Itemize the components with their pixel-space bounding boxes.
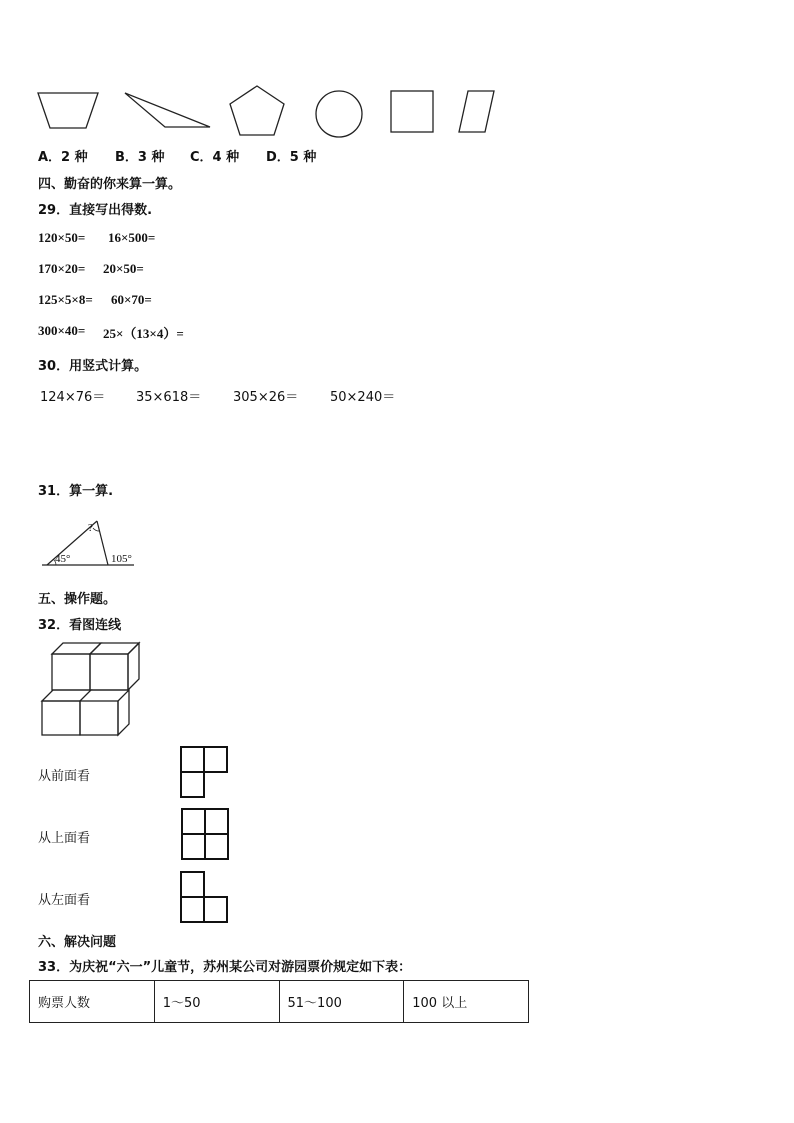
section-4-heading: 四、勤奋的你来算一算。 [38, 177, 182, 192]
q29-row4-a: 300×40= [38, 323, 86, 338]
q29-title: 29．直接写出得数. [38, 203, 153, 218]
view-front-label: 从前面看 [38, 769, 91, 784]
angle-unknown-label: ? [88, 522, 93, 534]
q29-row3-a: 125×5×8= [38, 292, 93, 307]
table-cell: 51～100 [279, 981, 404, 1023]
q29-row4-b: 25×（13×4）= [103, 326, 184, 341]
q33-title: 33．为庆祝“六一”儿童节，苏州某公司对游园票价规定如下表： [38, 960, 412, 975]
option-d: D．5 种 [266, 150, 317, 165]
q32-title: 32．看图连线 [38, 618, 122, 633]
q29-row2-b: 20×50= [103, 261, 144, 276]
view-top-label: 从上面看 [38, 831, 91, 846]
section-6-heading: 六、解决问题 [38, 935, 117, 950]
view-left-label: 从左面看 [38, 893, 91, 908]
option-b: B．3 种 [115, 150, 165, 165]
q30-item-2: 35×618＝ [136, 390, 202, 405]
q30-item-3: 305×26＝ [233, 390, 299, 405]
table-cell: 100 以上 [404, 981, 529, 1023]
table-cell-header: 购票人数 [30, 981, 155, 1023]
section-5-heading: 五、操作题。 [38, 592, 117, 607]
option-c: C．4 种 [190, 150, 240, 165]
q29-row1-a: 120×50= [38, 230, 86, 245]
q30-item-4: 50×240＝ [330, 390, 396, 405]
option-a: A．2 种 [38, 150, 88, 165]
q29-row2-a: 170×20= [38, 261, 86, 276]
q29-row3-b: 60×70= [111, 292, 152, 307]
q30-item-1: 124×76＝ [40, 390, 106, 405]
ticket-price-table [29, 980, 529, 1023]
angle-45-label: 45° [55, 553, 71, 565]
angle-105-label: 105° [111, 553, 132, 565]
table-cell: 1～50 [154, 981, 279, 1023]
q31-title: 31．算一算. [38, 484, 114, 499]
q29-row1-b: 16×500= [108, 230, 156, 245]
table-row [30, 981, 529, 1023]
q30-title: 30．用竖式计算。 [38, 359, 148, 374]
